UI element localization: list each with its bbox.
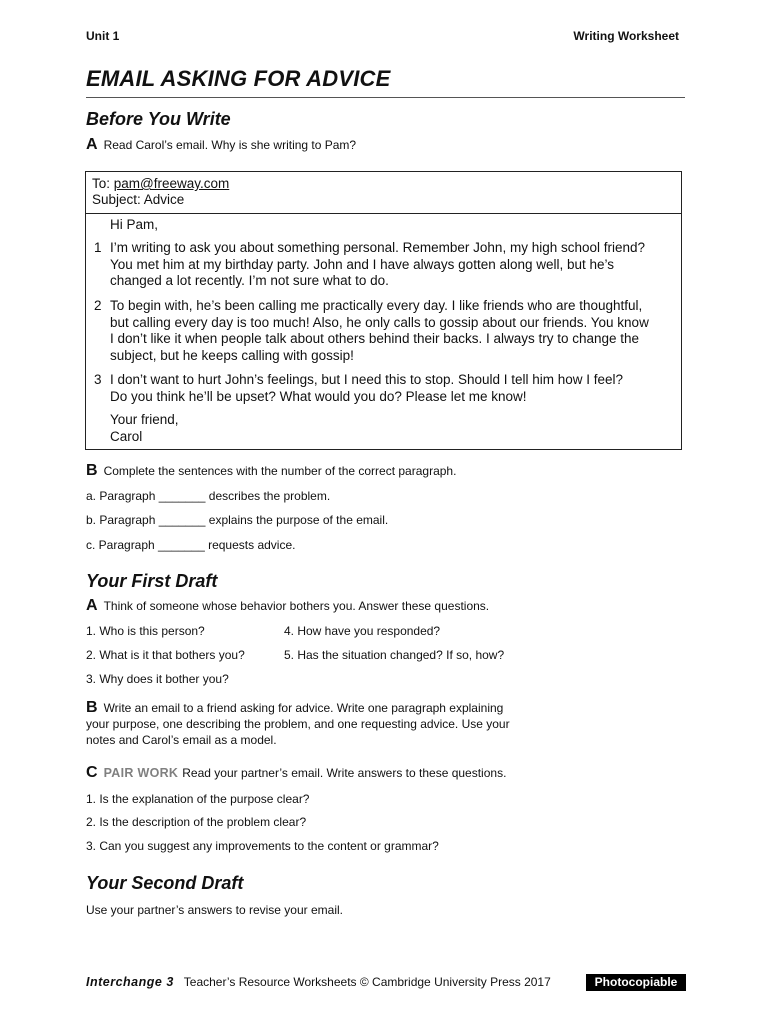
- instruction-text: Read Carol’s email. Why is she writing to Pam?: [103, 138, 357, 152]
- question-item: 1. Who is this person?: [86, 624, 205, 638]
- email-paragraph-3: [110, 372, 623, 405]
- first-c-instruction: [86, 764, 506, 782]
- title-divider: [86, 97, 685, 98]
- section-letter: A: [86, 136, 98, 153]
- email-header-divider: [85, 213, 682, 214]
- section-letter: C: [86, 764, 98, 781]
- instruction-line: Write an email to a friend asking for advice. Write one paragraph explaining: [103, 701, 504, 715]
- paragraph-line: but calling every day is too much! Also, he only calls to gossip about our friends. You know: [110, 314, 649, 330]
- section-letter: B: [86, 699, 98, 716]
- paragraph-number: 1: [94, 240, 102, 255]
- unit-label: Unit 1: [86, 29, 120, 43]
- question-item: 3. Can you suggest any improvements to the content or grammar?: [86, 839, 439, 853]
- second-draft-text: Use your partner’s answers to revise your email.: [86, 903, 343, 917]
- footer-brand: Interchange 3: [86, 975, 174, 989]
- instruction-text: Think of someone whose behavior bothers you. Answer these questions.: [103, 599, 490, 613]
- first-b-instruction: [86, 700, 510, 748]
- completion-item: a. Paragraph _______ describes the problem.: [86, 489, 331, 503]
- instruction-text: Complete the sentences with the number of the correct paragraph.: [103, 464, 457, 478]
- question-item: 2. Is the description of the problem clear?: [86, 815, 307, 829]
- second-draft-heading: Your Second Draft: [86, 873, 244, 893]
- completion-item: c. Paragraph _______ requests advice.: [86, 538, 296, 552]
- footer-copyright: Teacher’s Resource Worksheets © Cambridge University Press 2017: [183, 975, 551, 989]
- first-a-instruction: [86, 597, 489, 615]
- to-label: To:: [92, 176, 114, 191]
- paragraph-line: I don’t like it when people talk about others behind their backs. I always try to change the: [110, 331, 640, 346]
- email-paragraph-1: [110, 240, 645, 290]
- question-item: 5. Has the situation changed? If so, how?: [284, 648, 505, 662]
- paragraph-line: You met him at my birthday party. John and I have always gotten along well, but he’s: [110, 256, 615, 272]
- completion-item: b. Paragraph _______ explains the purpose of the email.: [86, 513, 389, 527]
- photocopiable-badge: Photocopiable: [586, 974, 686, 991]
- paragraph-number: 3: [94, 372, 102, 387]
- email-signature: Carol: [110, 429, 143, 444]
- footer-credit: [86, 975, 551, 989]
- instruction-text: Read your partner’s email. Write answers to these questions.: [182, 766, 507, 780]
- paragraph-line: changed a lot recently. I’m not sure what to do.: [110, 273, 389, 288]
- paragraph-line: subject, but he keeps calling with gossip!: [110, 347, 354, 363]
- worksheet-type: Writing Worksheet: [573, 29, 679, 43]
- question-item: 4. How have you responded?: [284, 624, 441, 638]
- question-item: 1. Is the explanation of the purpose clear?: [86, 792, 310, 806]
- before-a-instruction: [86, 136, 356, 154]
- to-address-link[interactable]: pam@freeway.com: [113, 176, 230, 191]
- instruction-line: notes and Carol’s email as a model.: [86, 733, 277, 747]
- question-item: 3. Why does it bother you?: [86, 672, 229, 686]
- email-paragraph-2: [110, 298, 649, 364]
- first-draft-heading: Your First Draft: [86, 571, 218, 591]
- before-heading: Before You Write: [86, 109, 231, 129]
- email-subject: Subject: Advice: [92, 192, 185, 207]
- paragraph-line: To begin with, he’s been calling me practically every day. I like friends who are thoughtful,: [110, 298, 643, 313]
- question-item: 2. What is it that bothers you?: [86, 648, 245, 662]
- section-letter: B: [86, 462, 98, 479]
- email-greeting: Hi Pam,: [110, 217, 159, 232]
- paragraph-line: Do you think he’ll be upset? What would you do? Please let me know!: [110, 388, 527, 404]
- paragraph-line: I’m writing to ask you about something personal. Remember John, my high school friend?: [110, 240, 646, 255]
- email-to: [92, 176, 229, 193]
- paragraph-line: I don’t want to hurt John’s feelings, but I need this to stop. Should I tell him how I feel?: [110, 372, 624, 387]
- instruction-line: your purpose, one describing the problem, and one requesting advice. Use your: [86, 717, 510, 731]
- paragraph-number: 2: [94, 298, 102, 313]
- pair-work-tag: PAIR WORK: [103, 766, 179, 780]
- page-title: EMAIL ASKING FOR ADVICE: [86, 66, 391, 91]
- email-closing: Your friend,: [110, 412, 179, 427]
- section-letter: A: [86, 597, 98, 614]
- before-b-instruction: [86, 462, 456, 480]
